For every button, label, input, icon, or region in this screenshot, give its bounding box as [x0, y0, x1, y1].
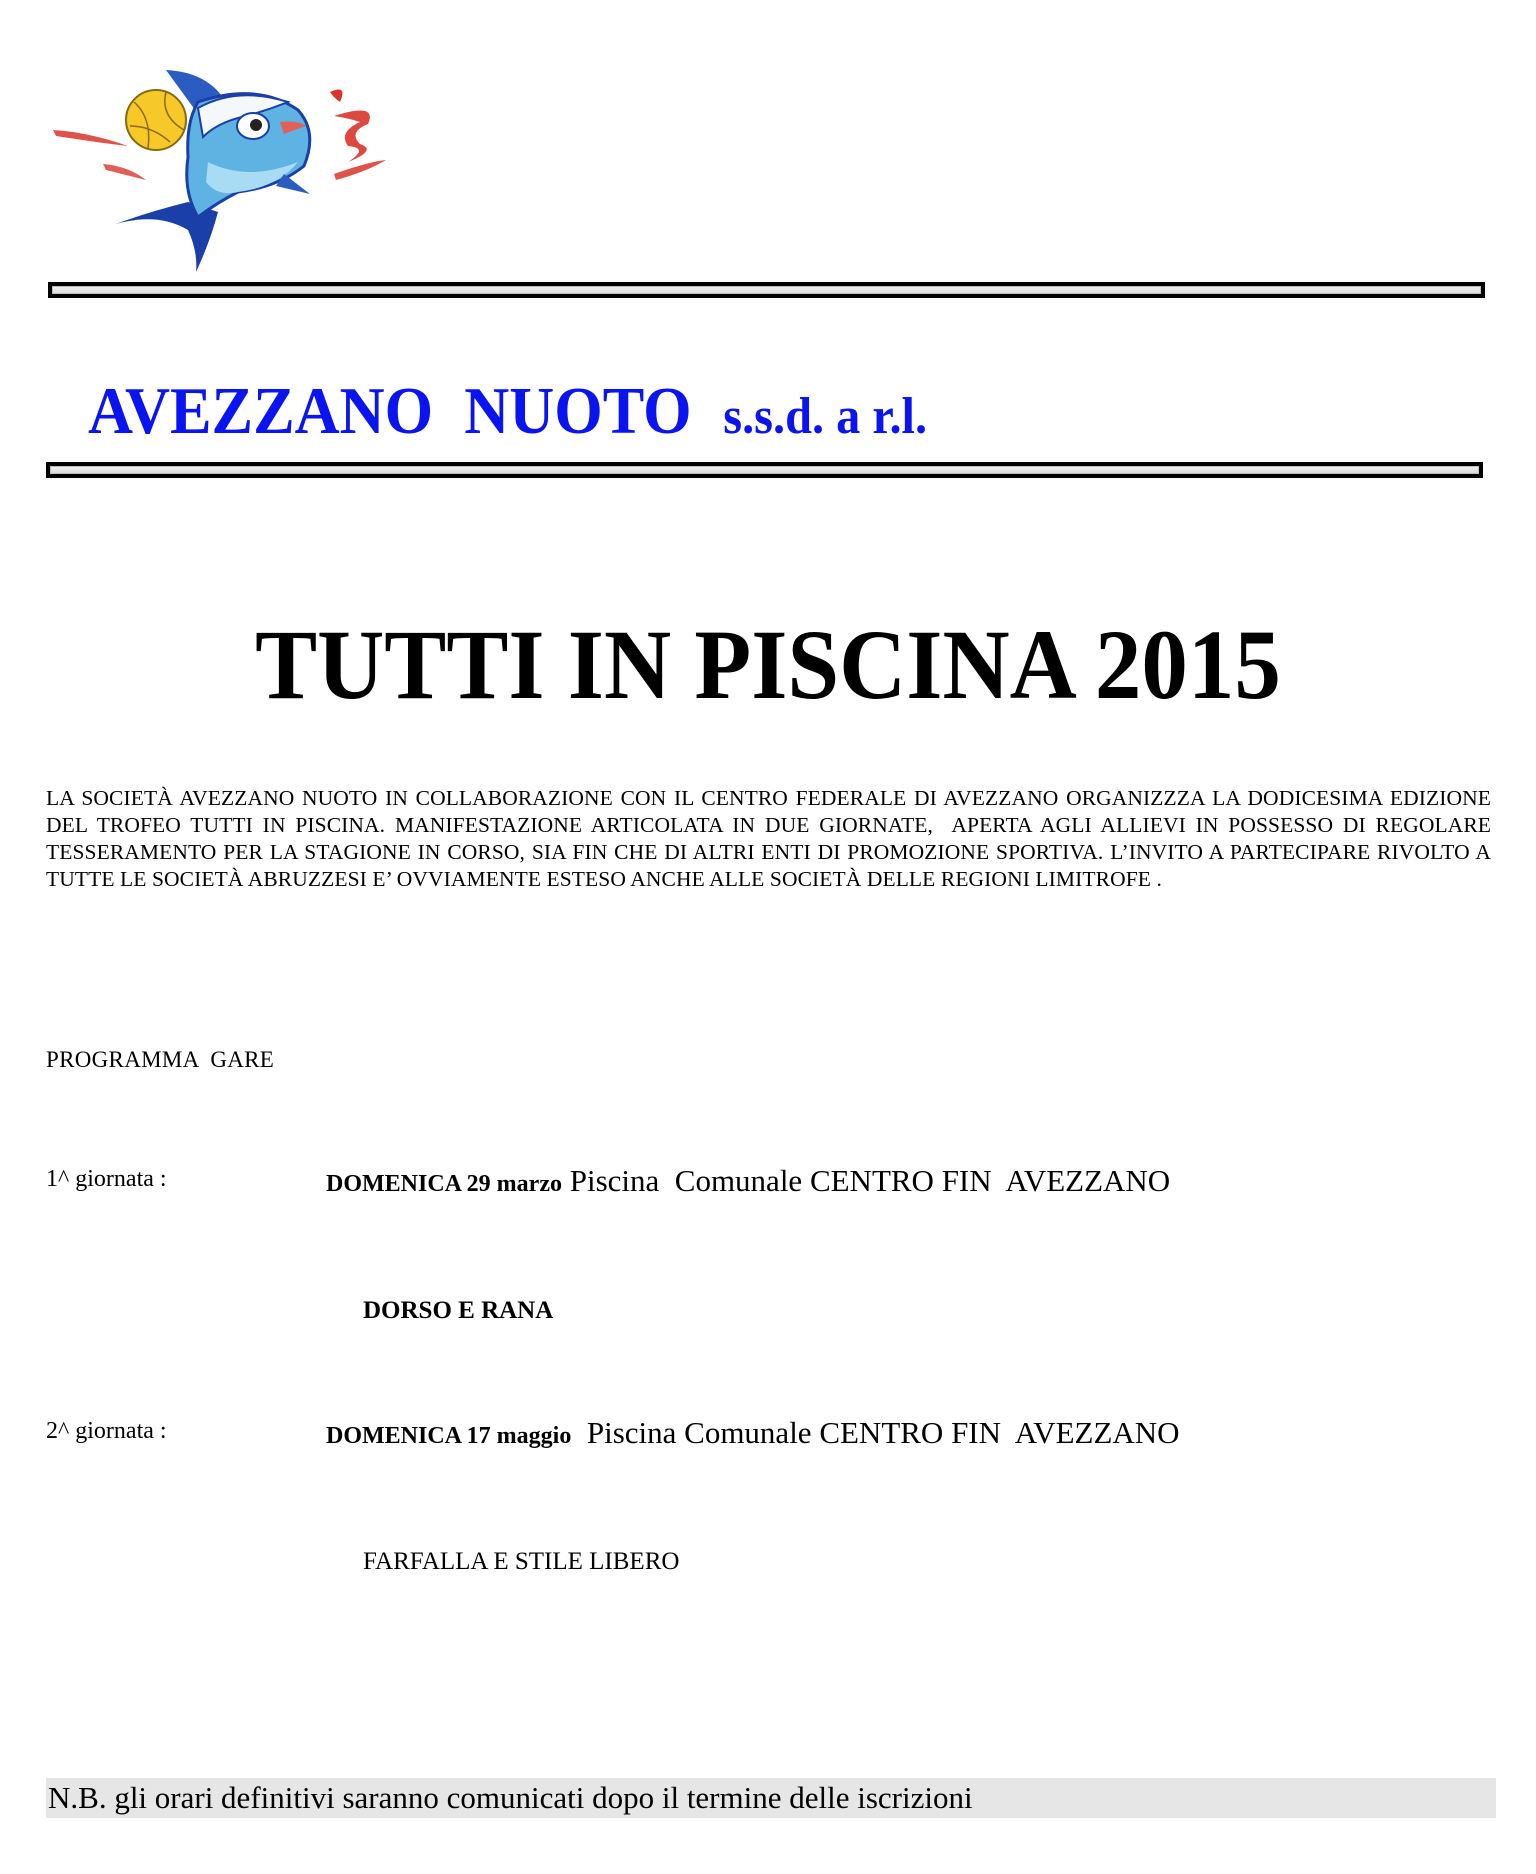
tuna-water-polo-mascot-icon — [48, 62, 418, 282]
fish-pupil — [250, 119, 262, 131]
day-1-date: DOMENICA 29 marzo — [326, 1171, 562, 1197]
day-1-strokes: DORSO E RANA — [363, 1297, 554, 1324]
day-1-label: 1^ giornata : — [46, 1166, 167, 1192]
speed-streak — [334, 160, 386, 180]
speed-streak — [103, 164, 146, 180]
event-title: TUTTI IN PISCINA 2015 — [255, 609, 1281, 720]
speed-streak — [334, 111, 370, 162]
header-rule-bottom — [46, 462, 1483, 478]
day-2-label: 2^ giornata : — [46, 1418, 167, 1444]
day-1-schedule — [326, 1163, 1170, 1199]
day-2-schedule — [326, 1415, 1180, 1451]
day-1-venue: Piscina Comunale CENTRO FIN AVEZZANO — [561, 1163, 1171, 1198]
org-legal-suffix: s.s.d. a r.l. — [723, 388, 928, 445]
header-rule-top — [48, 282, 1485, 298]
day-2-venue: Piscina Comunale CENTRO FIN AVEZZANO — [571, 1415, 1180, 1450]
day-2-date: DOMENICA 17 maggio — [326, 1423, 572, 1449]
programme-heading: PROGRAMMA GARE — [46, 1047, 275, 1072]
footnote: N.B. gli orari definitivi saranno comunicati dopo il termine delle iscrizioni — [46, 1778, 1496, 1818]
speed-streak — [53, 130, 128, 146]
speed-streak — [330, 90, 342, 102]
org-heading — [88, 374, 928, 448]
intro-paragraph: LA SOCIETÀ AVEZZANO NUOTO IN COLLABORAZIONE CON IL CENTRO FEDERALE DI AVEZZANO ORGANIZZZA LA DODICESIMA EDIZIONE DEL TROFEO TUTTI IN PISCINA. MANIFESTAZIONE ARTICOLATA IN DUE GIORNATE, APERTA AGLI ALLIEVI IN POSSESSO DI REGOLARE TESSERAMENTO PER LA STAGIONE IN CORSO, SIA FIN CHE DI ALTRI ENTI DI PROMOZIONE SPORTIVA. L’INVITO A PARTECIPARE RIVOLTO A TUTTE LE SOCIETÀ ABRUZZESI E’ OVVIAMENTE ESTESO ANCHE ALLE SOCIETÀ DELLE REGIONI LIMITROFE . — [46, 786, 1497, 891]
water-polo-ball — [126, 90, 186, 150]
day-2-strokes: FARFALLA E STILE LIBERO — [363, 1548, 680, 1575]
org-name: AVEZZANO NUOTO — [88, 374, 692, 448]
